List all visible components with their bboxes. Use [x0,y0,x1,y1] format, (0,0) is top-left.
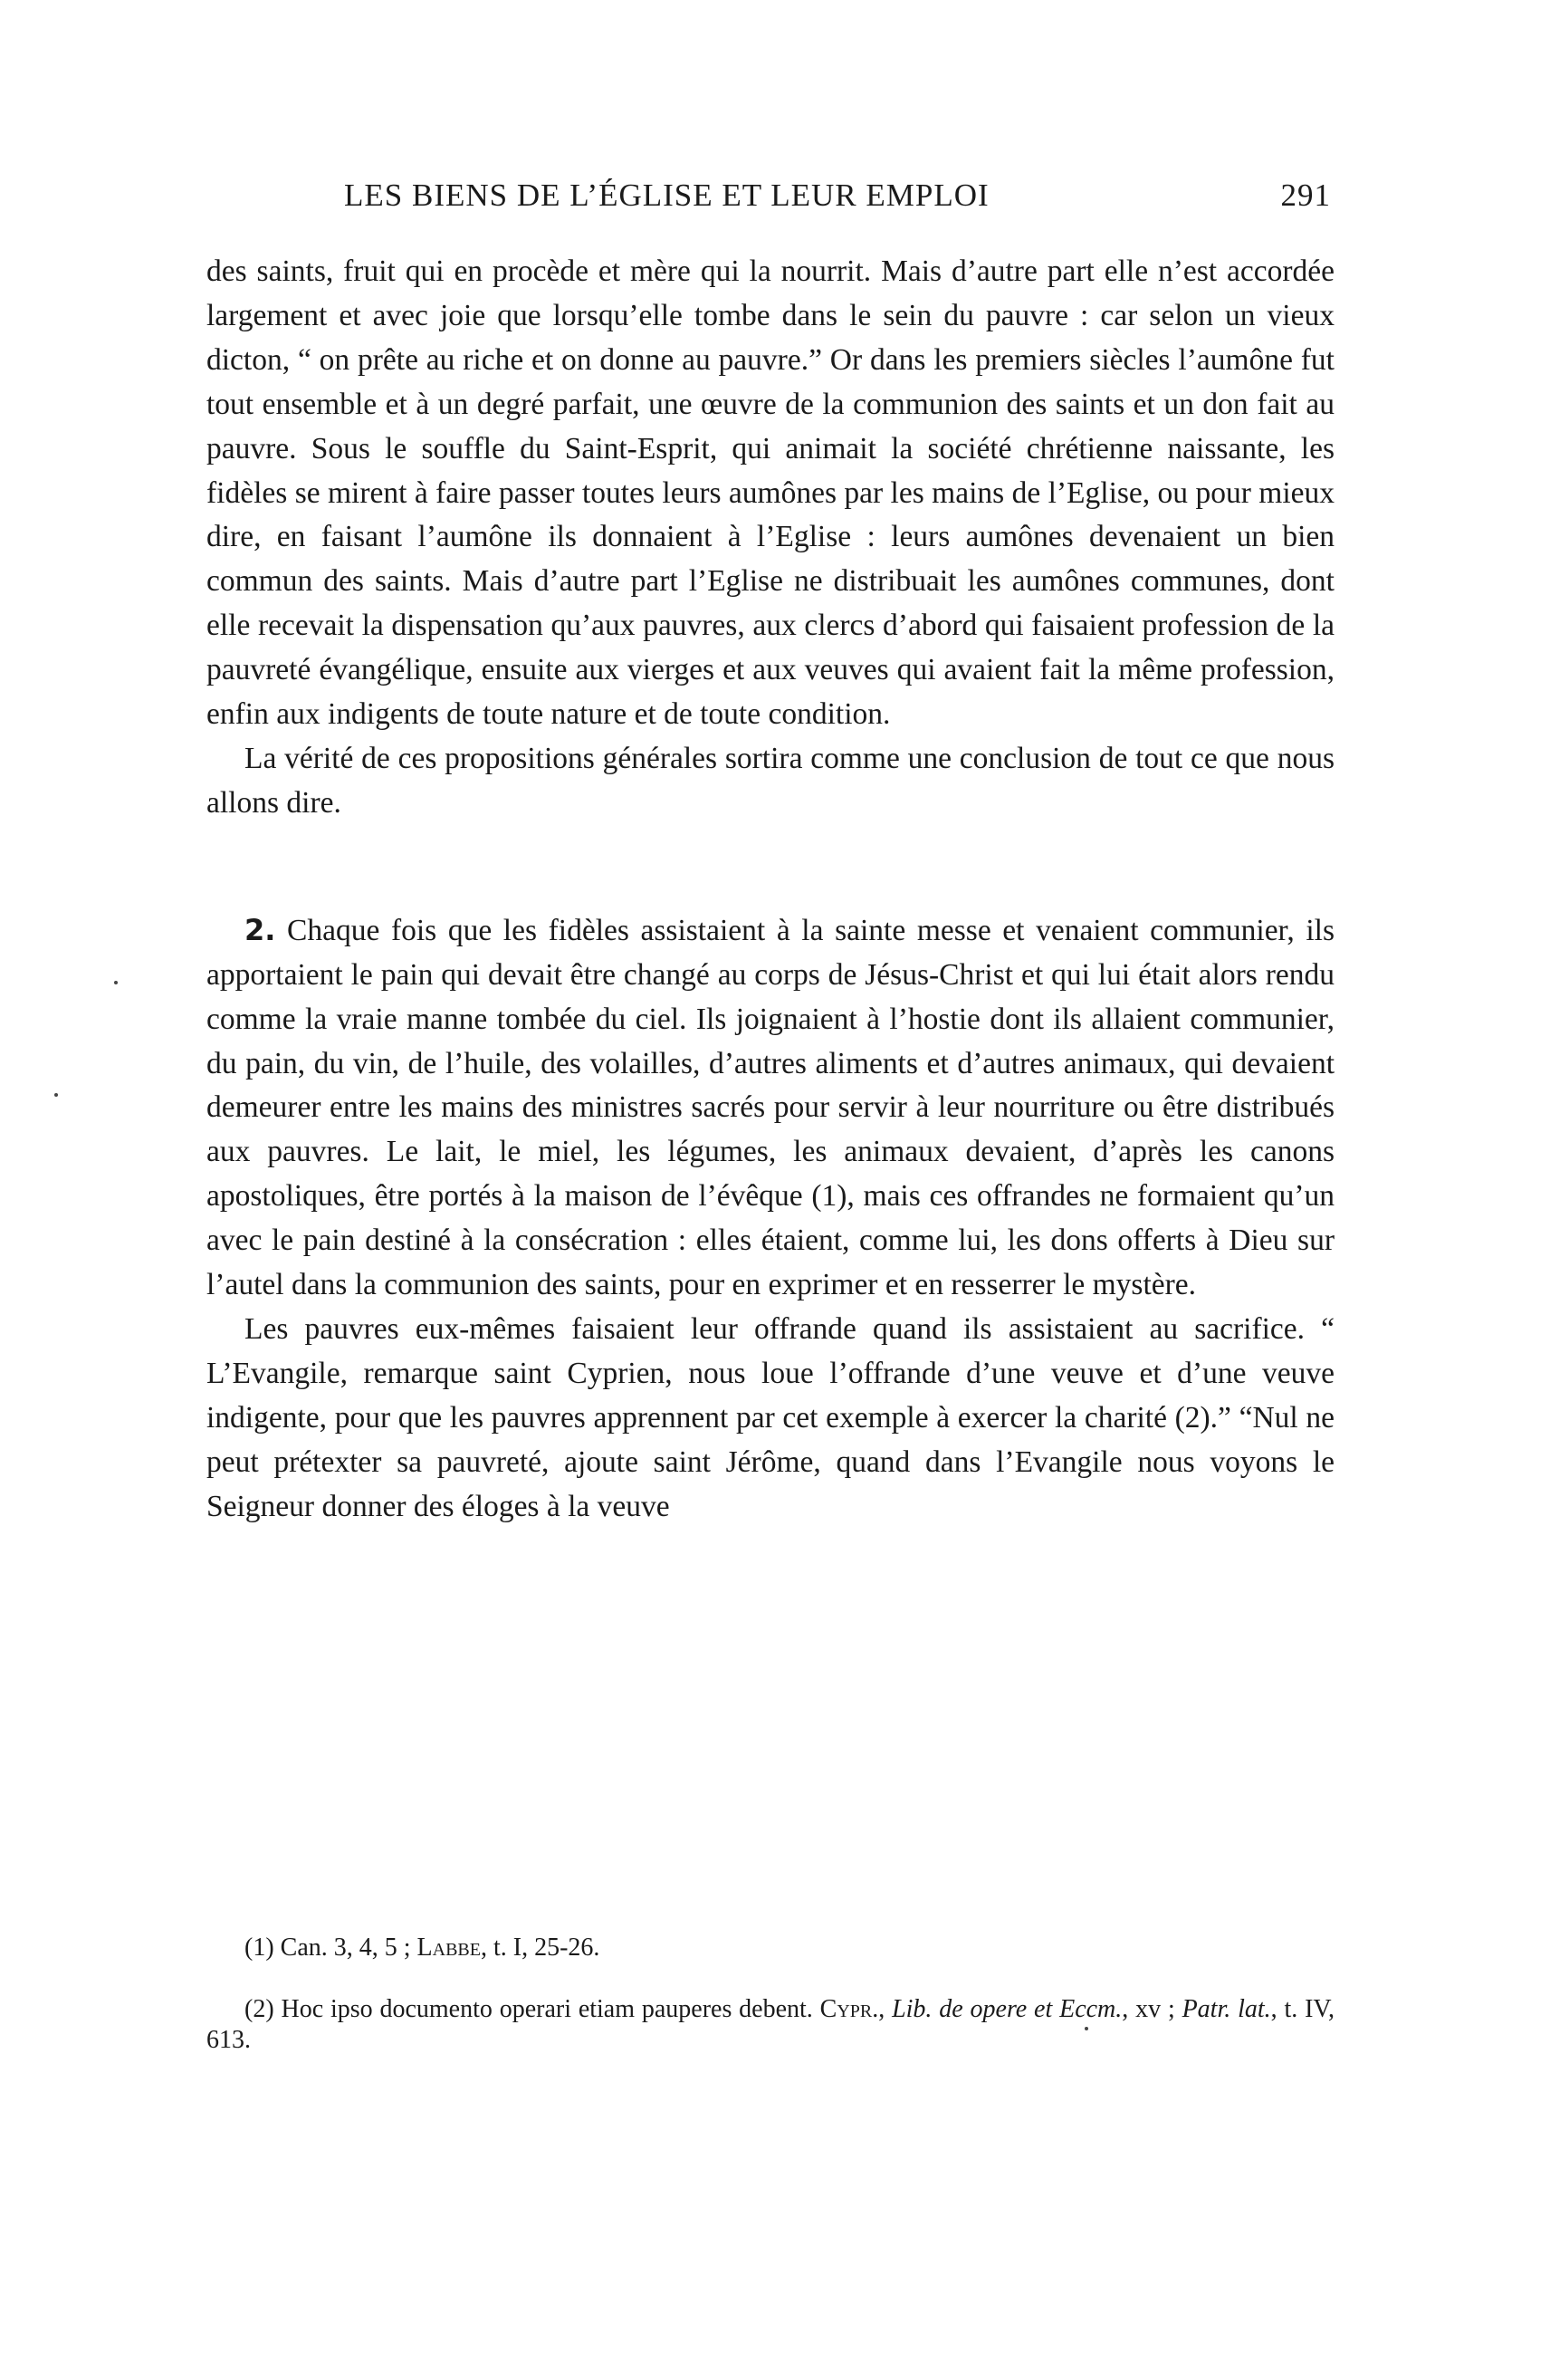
page-number: 291 [1280,178,1331,213]
running-title: LES BIENS DE L’ÉGLISE ET LEUR EMPLOI [344,178,990,213]
paragraph: La vérité de ces propositions générales sortira comme une conclusion de tout ce que nous allons dire. [206,741,1335,820]
section-paragraph [206,908,1335,1308]
footnote-text: (1) Can. 3, 4, 5 ; [244,1934,417,1962]
footnote-separator: , [878,1995,893,2023]
paragraph: Les pauvres eux-mêmes faisaient leur offrande quand ils assistaient au sacrifice. “ L’Evangile, remarque saint Cyprien, nous loue l’offrande d’une veuve et d’une veuve indigente, pour que les pauvres apprennent par cet exemple à exercer la charité (2).” “Nul ne peut prétexter sa pauvreté, ajoute saint Jérôme, quand dans l’Evangile nous voyons le Seigneur donner des éloges à la veuve [206,1311,1335,1523]
footnote-text: (2) Hoc ipso documento operari etiam pauperes debent. [244,1995,820,2023]
margin-speck [1085,2027,1088,2030]
footnote-tail: , t. IV, 613. [206,1995,1335,2054]
margin-speck [114,981,118,984]
footnote-middle: , xv ; [1122,1995,1182,2023]
section-number: 2. [244,912,276,947]
footnote-author: Labbe [416,1934,481,1962]
footnote-collection: Patr. lat. [1182,1995,1271,2023]
section-paragraph-text: Chaque fois que les fidèles assistaient à la sainte messe et venaient communier, ils apportaient le pain qui devait être changé au corps de Jésus-Christ et qui lui était alors rendu comme la vraie manne tombée du ciel. Ils joignaient à l’hostie dont ils allaient communier, du pain, du vin, de l’huile, des volailles, d’autres aliments et d’autres animaux, qui devaient demeurer entre les mains des ministres sacrés pour servir à leur nourriture ou être distribués aux pauvres. Le lait, le miel, les légumes, les animaux devaient, d’après les canons apostoliques, être portés à la maison de l’évêque (1), mais ces offrandes ne formaient qu’un avec le pain destiné à la consécration : elles étaient, comme lui, les dons offerts à Dieu sur l’autel dans la communion des saints, pour en exprimer et en resserrer le mystère. [206,913,1335,1302]
margin-speck [54,1093,58,1097]
footnote-author: Cypr. [819,1995,879,2023]
footnote-work: Lib. de opere et Eccm. [892,1995,1123,2023]
footnote-2 [206,1994,1335,2056]
footnote-tail: , t. I, 25-26. [480,1934,600,1962]
footnotes [206,1933,1335,2056]
footnote-1 [206,1933,1335,1963]
body-text [206,250,1335,1529]
running-head [344,178,1331,232]
paragraph-continued: des saints, fruit qui en procède et mère qui la nourrit. Mais d’autre part elle n’est accordée largement et avec joie que lorsqu’elle tombe dans le sein du pauvre : car selon un vieux dicton, “ on prête au riche et on donne au pauvre.” Or dans les premiers siècles l’aumône fut tout ensemble et à un degré parfait, une œuvre de la communion des saints et un don fait au pauvre. Sous le souffle du Saint-Esprit, qui animait la société chrétienne naissante, les fidèles se mirent à faire passer toutes leurs aumônes par les mains de l’Eglise, ou pour mieux dire, en faisant l’aumône ils donnaient à l’Eglise : leurs aumônes devenaient un bien commun des saints. Mais d’autre part l’Eglise ne distribuait les aumônes communes, dont elle recevait la dispensation qu’aux pauvres, aux clercs d’abord qui faisaient profession de la pauvreté évangélique, ensuite aux vierges et aux veuves qui avaient fait la même profession, enfin aux indigents de toute nature et de toute condition. [206,254,1335,732]
